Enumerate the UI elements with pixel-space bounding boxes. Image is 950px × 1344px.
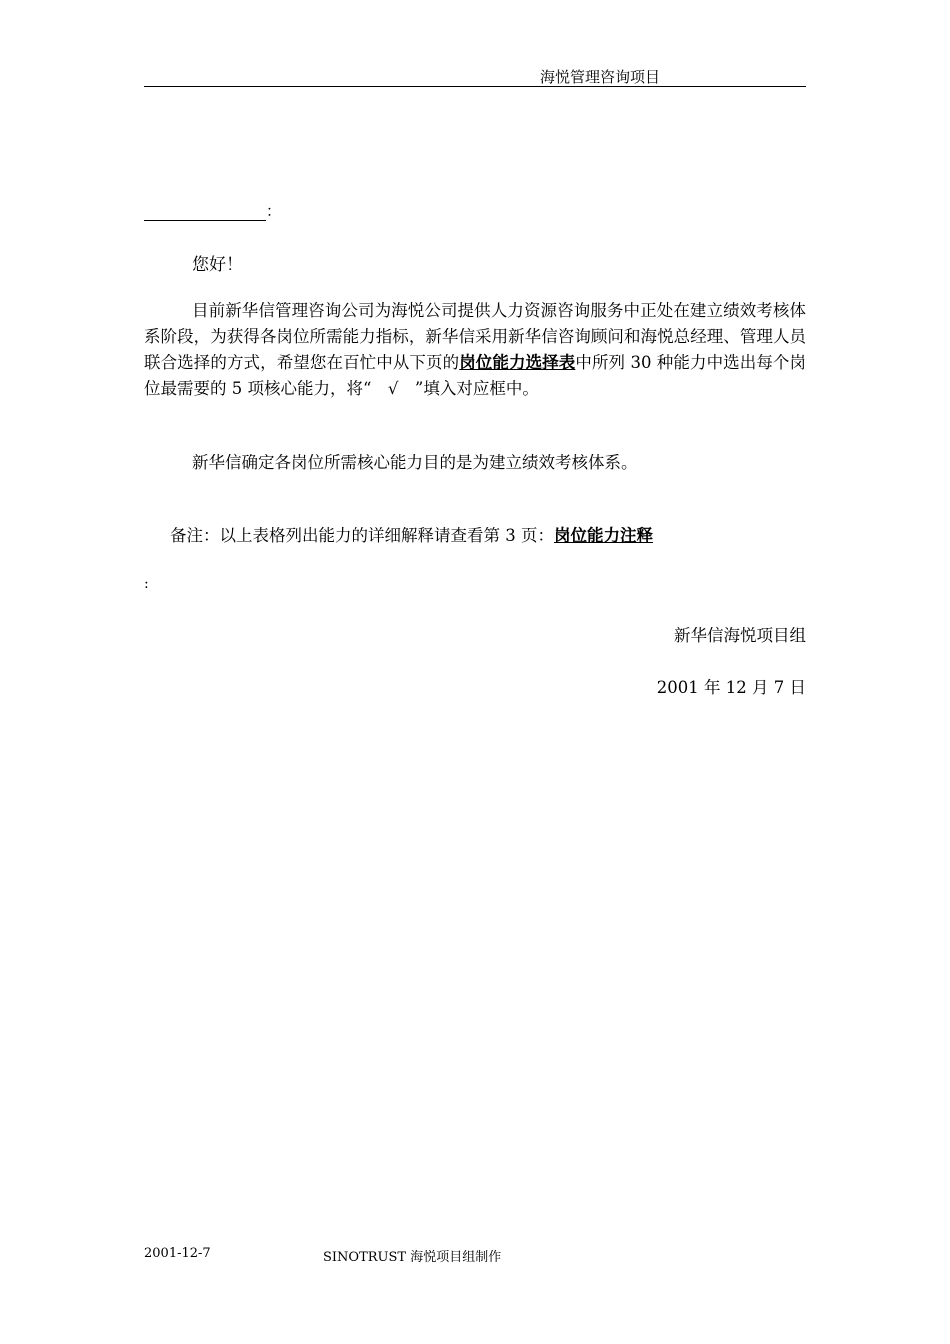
footer-text: SINOTRUST 海悦项目组制作 [323, 1250, 502, 1265]
salutation-colon: ： [266, 202, 282, 220]
para1-text-before: 目前新华信管理咨询公司为海悦公司提供人力资源咨询服务中正处在建立绩效考核体系阶段，为获得各岗位所需能力指标，新华信采用新华信咨询顾问和海悦总经理、管理人员联合选择的方式，希望您在百忙中从下页的 [144, 301, 806, 372]
note-line [170, 522, 653, 546]
note-text: 备注：以上表格列出能力的详细解释请查看第 3 页： [170, 526, 554, 545]
page-header [144, 64, 806, 87]
signature-team: 新华信海悦项目组 [674, 626, 806, 645]
body-paragraph-1 [144, 298, 806, 402]
recipient-blank-line [144, 204, 266, 221]
stray-colon: : [144, 576, 149, 592]
footer-date: 2001-12-7 [144, 1246, 211, 1261]
greeting: 您好！ [192, 255, 243, 275]
signature-date: 2001 年 12 月 7 日 [656, 678, 806, 697]
header-title: 海悦管理咨询项目 [540, 68, 661, 86]
ability-notes-link[interactable]: 岗位能力注释 [554, 526, 653, 545]
body-paragraph-2: 新华信确定各岗位所需核心能力目的是为建立绩效考核体系。 [192, 453, 638, 472]
para1-text-after: 中所列 30 种能力中选出每个岗位最需要的 5 项核心能力，将“ √ ”填入对应框中。 [144, 353, 807, 398]
ability-selection-table-link[interactable]: 岗位能力选择表 [459, 353, 576, 372]
recipient-blank [144, 200, 281, 221]
